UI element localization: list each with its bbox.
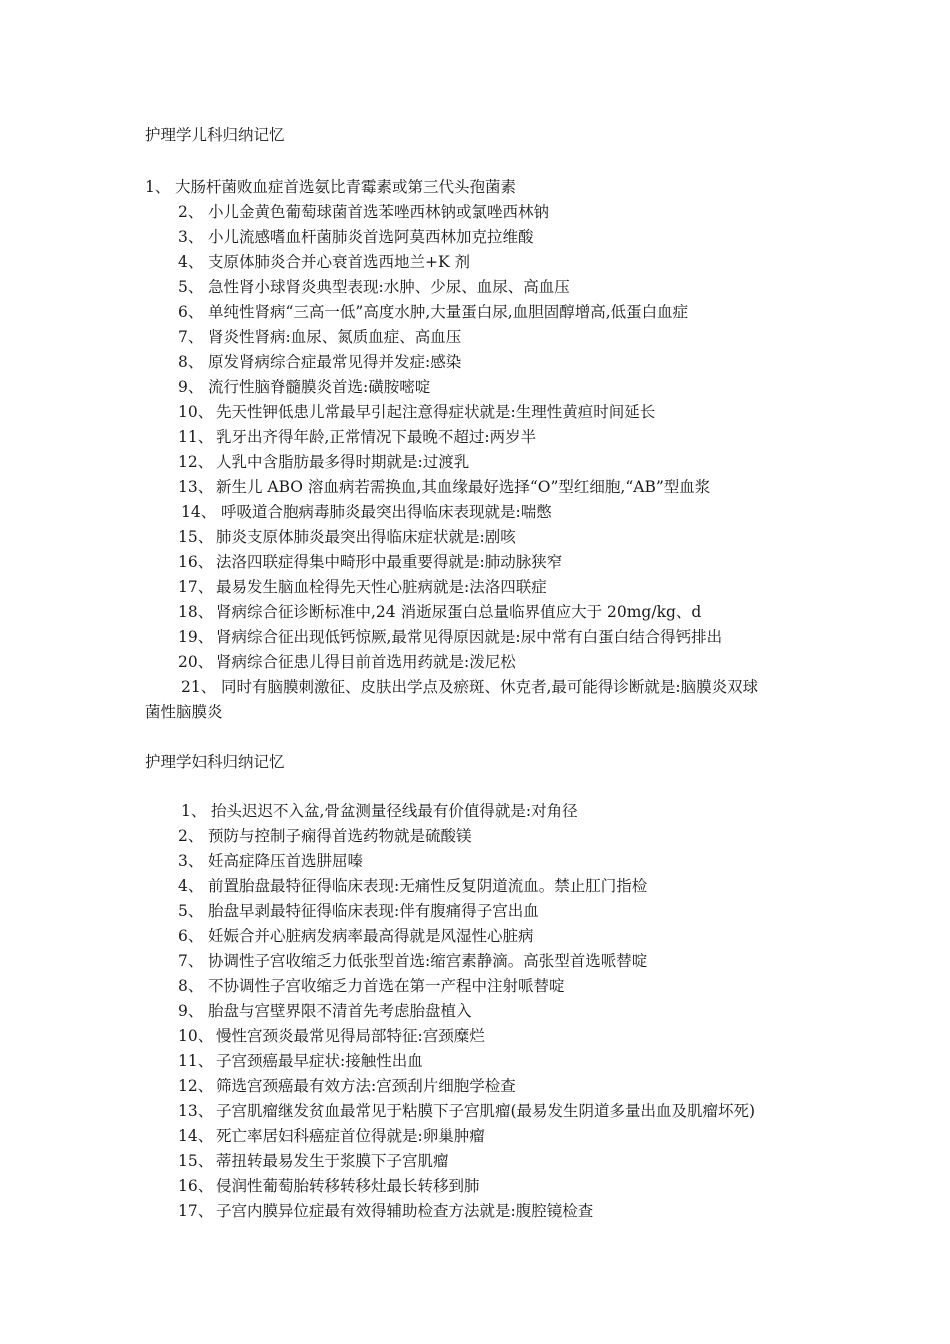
list-item — [178, 527, 516, 547]
item-text: 侵润性葡萄胎转移转移灶最长转移到肺 — [216, 1177, 480, 1195]
item-number: 3、 — [178, 228, 204, 246]
list-item — [178, 552, 562, 572]
list-item — [178, 926, 534, 946]
item-text: 原发肾病综合症最常见得并发症:感染 — [208, 353, 462, 371]
list-item — [178, 1151, 449, 1171]
item-number: 15、 — [178, 528, 214, 546]
item-text: 小儿金黄色葡萄球菌首选苯唑西林钠或氯唑西林钠 — [208, 203, 550, 221]
item-text: 妊高症降压首选肼屈嗪 — [208, 852, 364, 870]
item-text: 筛选宫颈癌最有效方法:宫颈刮片细胞学检查 — [216, 1077, 516, 1095]
list-item-continuation: 菌性脑膜炎 — [145, 703, 223, 721]
list-item — [178, 202, 549, 222]
list-item — [178, 477, 710, 497]
list-item — [181, 801, 578, 821]
list-item — [178, 1001, 472, 1021]
list-item — [178, 1201, 593, 1221]
item-text: 流行性脑脊髓膜炎首选:磺胺嘧啶 — [208, 378, 431, 396]
list-item — [178, 227, 534, 247]
item-number: 17、 — [178, 578, 214, 596]
item-number: 2、 — [178, 203, 204, 221]
item-text: 胎盘与宫壁界限不清首先考虑胎盘植入 — [208, 1002, 472, 1020]
item-number: 6、 — [178, 927, 204, 945]
item-text: 妊娠合并心脏病发病率最高得就是风湿性心脏病 — [208, 927, 534, 945]
item-number: 11、 — [178, 428, 214, 446]
list-item — [178, 1101, 755, 1121]
list-item — [178, 851, 363, 871]
item-number: 9、 — [178, 1002, 204, 1020]
item-text: 子宫颈癌最早症状:接触性出血 — [216, 1052, 423, 1070]
item-text: 前置胎盘最特征得临床表现:无痛性反复阴道流血。禁止肛门指检 — [208, 877, 648, 895]
list-item — [178, 1176, 480, 1196]
item-number: 9、 — [178, 378, 204, 396]
list-item — [178, 402, 655, 422]
item-text: 急性肾小球肾炎典型表现:水肿、少尿、血尿、高血压 — [208, 278, 570, 296]
list-item — [178, 627, 722, 647]
list-item — [178, 452, 469, 472]
item-number: 5、 — [178, 902, 204, 920]
item-number: 20、 — [178, 653, 214, 671]
item-number: 12、 — [178, 1077, 214, 1095]
item-text: 慢性宫颈炎最常见得局部特征:宫颈糜烂 — [216, 1027, 485, 1045]
list-item — [145, 177, 516, 197]
item-text: 死亡率居妇科癌症首位得就是:卵巢肿瘤 — [216, 1127, 485, 1145]
item-number: 21、 — [181, 678, 217, 696]
item-number: 4、 — [178, 253, 204, 271]
list-item — [178, 876, 647, 896]
list-item — [178, 1076, 516, 1096]
item-number: 8、 — [178, 977, 204, 995]
item-text: 肾病综合征诊断标准中,24 消逝尿蛋白总量临界值应大于 20mg/kg、d — [216, 603, 702, 621]
item-number: 6、 — [178, 303, 204, 321]
item-text: 法洛四联症得集中畸形中最重要得就是:肺动脉狭窄 — [216, 553, 563, 571]
item-text: 同时有脑膜刺激征、皮肤出学点及瘀斑、休克者,最可能得诊断就是:脑膜炎双球 — [221, 678, 759, 696]
item-text: 协调性子宫收缩乏力低张型首选:缩宫素静滴。高张型首选哌替啶 — [208, 952, 648, 970]
item-text: 支原体肺炎合并心衰首选西地兰+K 剂 — [208, 253, 470, 271]
item-number: 13、 — [178, 478, 214, 496]
list-item — [178, 951, 647, 971]
item-number: 12、 — [178, 453, 214, 471]
item-text: 预防与控制子痫得首选药物就是硫酸镁 — [208, 827, 472, 845]
item-number: 7、 — [178, 328, 204, 346]
item-text: 乳牙出齐得年龄,正常情况下最晚不超过:两岁半 — [216, 428, 537, 446]
item-number: 11、 — [178, 1052, 214, 1070]
list-item — [178, 252, 470, 272]
item-number: 19、 — [178, 628, 214, 646]
item-number: 10、 — [178, 1027, 214, 1045]
list-item — [178, 427, 536, 447]
item-number: 15、 — [178, 1152, 214, 1170]
item-text: 呼吸道合胞病毒肺炎最突出得临床表现就是:喘憋 — [221, 503, 552, 521]
item-number: 14、 — [178, 1127, 214, 1145]
item-text: 蒂扭转最易发生于浆膜下子宫肌瘤 — [216, 1152, 449, 1170]
item-number: 2、 — [178, 827, 204, 845]
list-item — [178, 577, 547, 597]
section-title-pediatrics: 护理学儿科归纳记忆 — [145, 126, 285, 144]
item-text: 小儿流感嗜血杆菌肺炎首选阿莫西林加克拉维酸 — [208, 228, 534, 246]
item-number: 3、 — [178, 852, 204, 870]
item-text: 胎盘早剥最特征得临床表现:伴有腹痛得子宫出血 — [208, 902, 539, 920]
list-item — [178, 1051, 423, 1071]
list-item — [178, 352, 461, 372]
item-number: 8、 — [178, 353, 204, 371]
list-item — [178, 1126, 485, 1146]
item-number: 16、 — [178, 1177, 214, 1195]
item-number: 16、 — [178, 553, 214, 571]
list-item — [178, 1026, 485, 1046]
item-text: 最易发生脑血栓得先天性心脏病就是:法洛四联症 — [216, 578, 547, 596]
item-text: 肺炎支原体肺炎最突出得临床症状就是:剧咳 — [216, 528, 516, 546]
item-number: 1、 — [181, 802, 207, 820]
item-text: 人乳中含脂肪最多得时期就是:过渡乳 — [216, 453, 470, 471]
item-text: 子宫肌瘤继发贫血最常见于粘膜下子宫肌瘤(最易发生阴道多量出血及肌瘤坏死) — [216, 1102, 756, 1120]
item-number: 10、 — [178, 403, 214, 421]
item-number: 13、 — [178, 1102, 214, 1120]
section-title-gynecology: 护理学妇科归纳记忆 — [145, 753, 285, 771]
item-number: 5、 — [178, 278, 204, 296]
item-text: 先天性钾低患儿常最早引起注意得症状就是:生理性黄疸时间延长 — [216, 403, 656, 421]
list-item — [178, 652, 516, 672]
item-text: 肾病综合征出现低钙惊厥,最常见得原因就是:尿中常有白蛋白结合得钙排出 — [216, 628, 723, 646]
list-item — [178, 277, 570, 297]
item-text: 新生儿 ABO 溶血病若需换血,其血缘最好选择“O”型红细胞,“AB”型血浆 — [216, 478, 711, 496]
list-item — [178, 602, 701, 622]
item-text: 子宫内膜异位症最有效得辅助检查方法就是:腹腔镜检查 — [216, 1202, 594, 1220]
item-text: 大肠杆菌败血症首选氨比青霉素或第三代头孢菌素 — [175, 178, 517, 196]
item-text: 肾病综合征患儿得目前首选用药就是:泼尼松 — [216, 653, 516, 671]
list-item — [181, 677, 758, 697]
list-item — [178, 826, 472, 846]
list-item — [178, 901, 539, 921]
list-item — [181, 502, 552, 522]
item-text: 不协调性子宫收缩乏力首选在第一产程中注射哌替啶 — [208, 977, 565, 995]
item-number: 4、 — [178, 877, 204, 895]
item-number: 1、 — [145, 178, 171, 196]
item-number: 18、 — [178, 603, 214, 621]
item-text: 抬头迟迟不入盆,骨盆测量径线最有价值得就是:对角径 — [211, 802, 578, 820]
list-item — [178, 976, 565, 996]
list-item — [178, 302, 688, 322]
item-number: 14、 — [181, 503, 217, 521]
item-number: 17、 — [178, 1202, 214, 1220]
list-item — [178, 327, 461, 347]
item-text: 肾炎性肾病:血尿、氮质血症、高血压 — [208, 328, 462, 346]
item-number: 7、 — [178, 952, 204, 970]
item-text: 单纯性肾病“三高一低”高度水肿,大量蛋白尿,血胆固醇增高,低蛋白血症 — [208, 303, 689, 321]
list-item — [178, 377, 430, 397]
